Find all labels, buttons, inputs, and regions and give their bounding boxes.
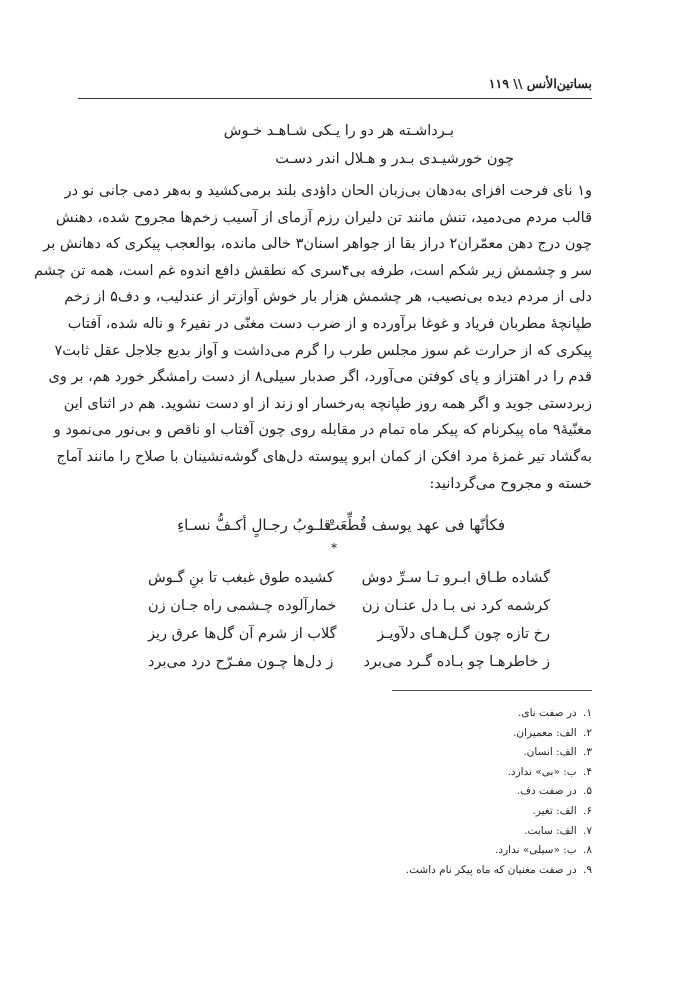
footnote — [406, 782, 592, 802]
poem-line-1: بـرداشـته هر دو را یـکی شـاهـد خـوش — [223, 123, 454, 139]
couplet — [130, 626, 550, 652]
footnote-text: الف: سابت. — [524, 824, 577, 837]
arabic-verse-hemistich-2: قلـوبُ رجـالٍ أکـفُّ نسـاءِ — [177, 516, 331, 534]
footnote-text: در صفت دف. — [516, 785, 577, 798]
prose-line: و۱ نای فرحت افزای به‌دهان بی‌زبان الحان داؤدی بلند برمی‌کشید و به‌هر دمی جانی نو در — [64, 183, 592, 199]
prose-line: قالب مردم می‌دمید، تنش مانند تن دلیران رزم آزمای از آسیب زخم‌ها مجروح شده، دهنش — [55, 209, 592, 226]
prose-line: به‌گشاد تیر غمزهٔ مرد افکن از کمان ابرو پیوسته دل‌های گوشه‌نشینان با صلاح را مانند آماج — [56, 448, 592, 465]
couplet — [130, 654, 550, 680]
prose-line: سر و چشمش زیر شکم است، طرفه بی۴سری که نطقش دافع اندوه غم است، همه تن چشم — [34, 262, 592, 279]
footnote — [406, 763, 592, 783]
couplet-hemistich-2: خمارآلوده چـشمی راه جـان زن — [148, 598, 337, 614]
page-header — [78, 76, 592, 99]
footnote — [406, 724, 592, 744]
footnote-text: الف: معمیران. — [513, 726, 577, 739]
couplet-hemistich-1: گشاده طـاق ابـرو تـا سـرِّ دوش — [361, 570, 550, 586]
footnote — [406, 861, 592, 881]
prose-line: خسته و مجروح می‌گردانید: — [429, 475, 592, 492]
couplet-hemistich-1: رخ تازه چون گـل‌هـای دلآویـز — [377, 626, 550, 642]
footnote-text: ب: «بی» ندارد. — [507, 765, 577, 778]
footnote-number: ۳. — [583, 746, 592, 759]
verse-separator: * — [331, 541, 337, 555]
prose-line: چون درج دهن معمّران۲ دراز بقا از جواهر اسنان۳ خالی مانده، بوالعجب پیکری که دهانش بر — [43, 236, 592, 253]
footnote-text: الف: انسان. — [523, 746, 577, 759]
prose-line: طپانچهٔ مطربان فریاد و غوغا برآورده و از ضرب دست مغنّی در نفیر۶ و ناله شده، آفتاب — [67, 315, 592, 332]
footnote-number: ۷. — [583, 824, 592, 837]
footnotes — [406, 704, 592, 880]
prose-line: مغنّیهٔ۹ ماه پیکرنام که پیکر ماه تمام در مقابله روی چون آفتاب او ناقص و بی‌نور می‌نمود و — [53, 422, 592, 439]
footnote-number: ۹. — [583, 863, 592, 876]
footnote-divider — [392, 690, 592, 691]
running-head: بساتین‌الأنس \\ ۱۱۹ — [488, 76, 592, 91]
couplet-hemistich-2: گلاب از شرم آن گل‌ها عرق ریز — [148, 626, 337, 642]
couplet — [130, 570, 550, 596]
footnote-text: ب: «سیلی» ندارد. — [495, 844, 577, 857]
couplet-hemistich-2: کشیده طوق غبغب تا بنِ گـوش — [148, 570, 334, 586]
prose-line: زبردستی جوید و اگر همه روز طپانچه به‌رخسار او زند از او دست نشوید. هم در اثنای این — [63, 395, 592, 412]
footnote — [406, 841, 592, 861]
footnote — [406, 704, 592, 724]
footnote-text: در صفت مغنیان که ماه پیکر نام داشت. — [405, 863, 577, 876]
prose-line: پیکری که از حرارت غم سوز مجلس طرب را گرم می‌داشت و آواز بدیع جلاجل عقل ثابت۷ — [54, 342, 592, 359]
couplet-hemistich-2: ز دل‌ها چـون مفـرّح درد می‌برد — [148, 654, 334, 670]
footnote-number: ۴. — [583, 765, 592, 778]
arabic-verse-hemistich-1: فکأنّها فی عهد یوسف قُطِّعَتْ — [325, 516, 505, 534]
footnote-number: ۲. — [583, 726, 592, 739]
poem-line-2: چون خورشیـدی بـدر و هـلال اندر دسـت — [275, 151, 514, 167]
couplet-hemistich-1: کرشمه کرد نی بـا دل عنـان زن — [361, 598, 550, 614]
footnote-number: ۶. — [583, 804, 592, 817]
footnote-text: در صفت نای. — [518, 707, 577, 719]
prose-line: دلی از مردم دیده بی‌نصیب، هر چشمش هزار بار خوش آوازتر از عندلیب، و دف۵ از زخم — [64, 289, 592, 306]
footnote-text: الف: تغیر. — [532, 804, 577, 817]
couplet-hemistich-1: ز خاطرهـا چو بـاده گـرد می‌برد — [363, 654, 550, 670]
couplet — [130, 598, 550, 624]
footnote-number: ۵. — [583, 785, 592, 798]
prose-paragraph — [34, 178, 592, 497]
prose-line: قدم را در اهتزاز و پای کوفتن می‌آورد، اگر صدبار سیلی۸ از دست رامشگر خورد هم، بر وی — [48, 369, 592, 386]
footnote — [406, 802, 592, 822]
footnote-number: ۱. — [583, 707, 592, 719]
footnote-number: ۸. — [583, 844, 592, 857]
footnote — [406, 743, 592, 763]
footnote — [406, 822, 592, 842]
